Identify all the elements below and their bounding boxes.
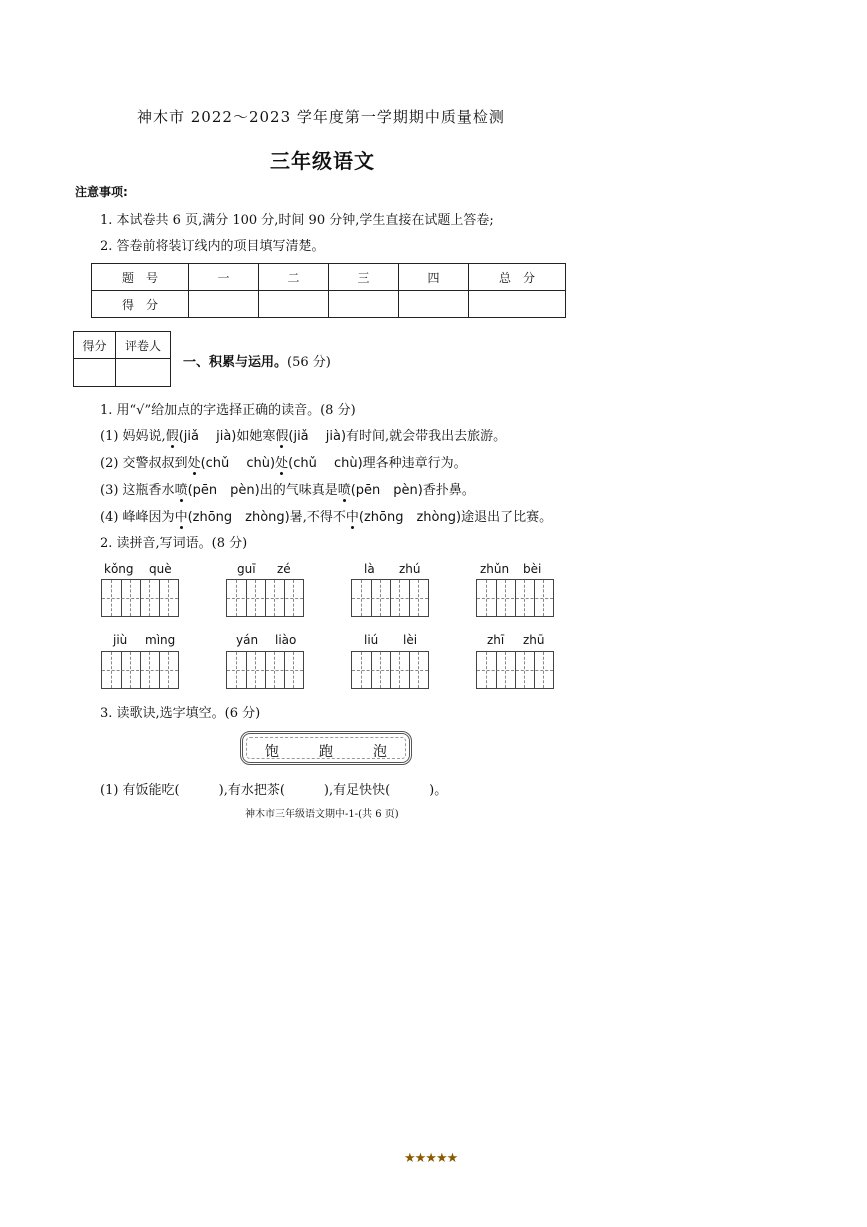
q1-4-options-a[interactable]: (zhōng zhòng) xyxy=(187,510,290,525)
pinyin-2b: zé xyxy=(277,562,291,576)
pinyin-2a: guī xyxy=(237,562,256,576)
section-1-heading: 一、积累与运用。 xyxy=(183,355,288,370)
score-header-4: 四 xyxy=(399,264,469,291)
writing-grid-1[interactable] xyxy=(101,579,179,617)
section-1-points: (56 分) xyxy=(287,355,331,370)
notice-title: 注意事项: xyxy=(75,185,128,199)
score-cell-4[interactable] xyxy=(399,291,469,318)
grader-table xyxy=(73,331,171,387)
star-rating: ★★★★★ xyxy=(404,1151,458,1166)
q1-item-3 xyxy=(100,479,475,498)
pinyin-7b: lèi xyxy=(403,633,418,647)
pinyin-1b: què xyxy=(149,562,172,576)
q1-1-post: 有时间,就会带我出去旅游。 xyxy=(346,429,507,444)
q1-4-pre: (4) 峰峰因为 xyxy=(100,510,175,525)
score-header-1: 一 xyxy=(189,264,259,291)
q1-2-pre: (2) 交警叔叔到 xyxy=(100,456,188,471)
q1-item-4 xyxy=(100,506,552,525)
q1-2-post: 理各种违章行为。 xyxy=(362,456,467,471)
writing-grid-7[interactable] xyxy=(351,651,429,689)
q1-item-1 xyxy=(100,425,506,444)
q1-item-2 xyxy=(100,452,467,471)
exam-header: 神木市 2022～2023 学年度第一学期期中质量检测 xyxy=(137,108,505,126)
pinyin-3a: là xyxy=(364,562,375,576)
q1-4-char-b: 中 xyxy=(345,510,359,525)
choice-char-2: 跑 xyxy=(319,744,333,760)
q2-title: 2. 读拼音,写词语。(8 分) xyxy=(100,536,248,551)
q1-3-pre: (3) 这瓶香水 xyxy=(100,483,175,498)
grader-name-cell[interactable] xyxy=(116,359,171,387)
pinyin-6a: yán xyxy=(236,633,259,647)
score-row-label: 得 分 xyxy=(92,291,189,318)
notice-item-1: 1. 本试卷共 6 页,满分 100 分,时间 90 分钟,学生直接在试题上答卷; xyxy=(100,213,494,228)
page-footer: 神木市三年级语文期中-1-(共 6 页) xyxy=(245,809,399,820)
q1-1-char-b: 假 xyxy=(275,429,289,444)
q1-4-post: 途退出了比赛。 xyxy=(461,510,553,525)
pinyin-8a: zhī xyxy=(487,633,505,647)
pinyin-3b: zhú xyxy=(399,562,421,576)
q1-title: 1. 用“√”给加点的字选择正确的读音。(8 分) xyxy=(100,403,356,418)
q1-1-options-b[interactable]: (jiǎ jià) xyxy=(288,429,347,444)
q1-1-pre: (1) 妈妈说, xyxy=(100,429,166,444)
q3-item-1: (1) 有饭能吃( ),有水把茶( ),有足快快( )。 xyxy=(100,783,448,798)
pinyin-5a: jiù xyxy=(113,633,128,647)
q1-3-char-a: 喷 xyxy=(174,483,188,498)
writing-grid-6[interactable] xyxy=(226,651,304,689)
choice-char-1: 饱 xyxy=(265,744,279,760)
grader-score-label: 得分 xyxy=(74,332,116,359)
q1-1-char-a: 假 xyxy=(165,429,179,444)
grader-score-cell[interactable] xyxy=(74,359,116,387)
writing-grid-5[interactable] xyxy=(101,651,179,689)
pinyin-4a: zhǔn xyxy=(480,562,510,576)
score-header-total: 总 分 xyxy=(469,264,566,291)
q1-2-options-a[interactable]: (chǔ chù) xyxy=(200,456,276,471)
subject-title: 三年级语文 xyxy=(270,149,375,173)
q1-4-options-b[interactable]: (zhōng zhòng) xyxy=(358,510,462,525)
score-table xyxy=(91,263,566,318)
q1-1-options-a[interactable]: (jiǎ jià) xyxy=(178,429,237,444)
pinyin-1a: kǒng xyxy=(104,562,134,576)
pinyin-6b: liào xyxy=(275,633,297,647)
choice-char-3: 泡 xyxy=(373,744,387,760)
score-cell-2[interactable] xyxy=(259,291,329,318)
writing-grid-4[interactable] xyxy=(476,579,554,617)
q1-4-char-a: 中 xyxy=(174,510,188,525)
q1-3-options-a[interactable]: (pēn pèn) xyxy=(187,483,260,498)
score-cell-total[interactable] xyxy=(469,291,566,318)
writing-grid-3[interactable] xyxy=(351,579,429,617)
score-header-label: 题 号 xyxy=(92,264,189,291)
pinyin-8b: zhū xyxy=(523,633,545,647)
score-header-2: 二 xyxy=(259,264,329,291)
q3-title: 3. 读歌诀,选字填空。(6 分) xyxy=(100,706,261,721)
writing-grid-2[interactable] xyxy=(226,579,304,617)
q1-1-mid: 如她寒 xyxy=(236,429,276,444)
q1-2-options-b[interactable]: (chǔ chù) xyxy=(288,456,363,471)
q1-3-mid: 出的气味真是 xyxy=(259,483,338,498)
score-header-3: 三 xyxy=(329,264,399,291)
pinyin-4b: bèi xyxy=(523,562,542,576)
notice-item-2: 2. 答卷前将装订线内的项目填写清楚。 xyxy=(100,239,325,254)
q1-2-char-a: 处 xyxy=(187,456,201,471)
writing-grid-8[interactable] xyxy=(476,651,554,689)
q1-3-options-b[interactable]: (pēn pèn) xyxy=(350,483,423,498)
q1-2-char-b: 处 xyxy=(275,456,289,471)
pinyin-7a: liú xyxy=(364,633,379,647)
character-choice-frame xyxy=(240,731,412,765)
q1-3-post: 香扑鼻。 xyxy=(422,483,475,498)
section-1-title xyxy=(183,351,331,370)
pinyin-5b: mìng xyxy=(145,633,176,647)
q1-4-mid: 暑,不得不 xyxy=(289,510,346,525)
score-cell-3[interactable] xyxy=(329,291,399,318)
score-cell-1[interactable] xyxy=(189,291,259,318)
q1-3-char-b: 喷 xyxy=(337,483,351,498)
grader-name-label: 评卷人 xyxy=(116,332,171,359)
